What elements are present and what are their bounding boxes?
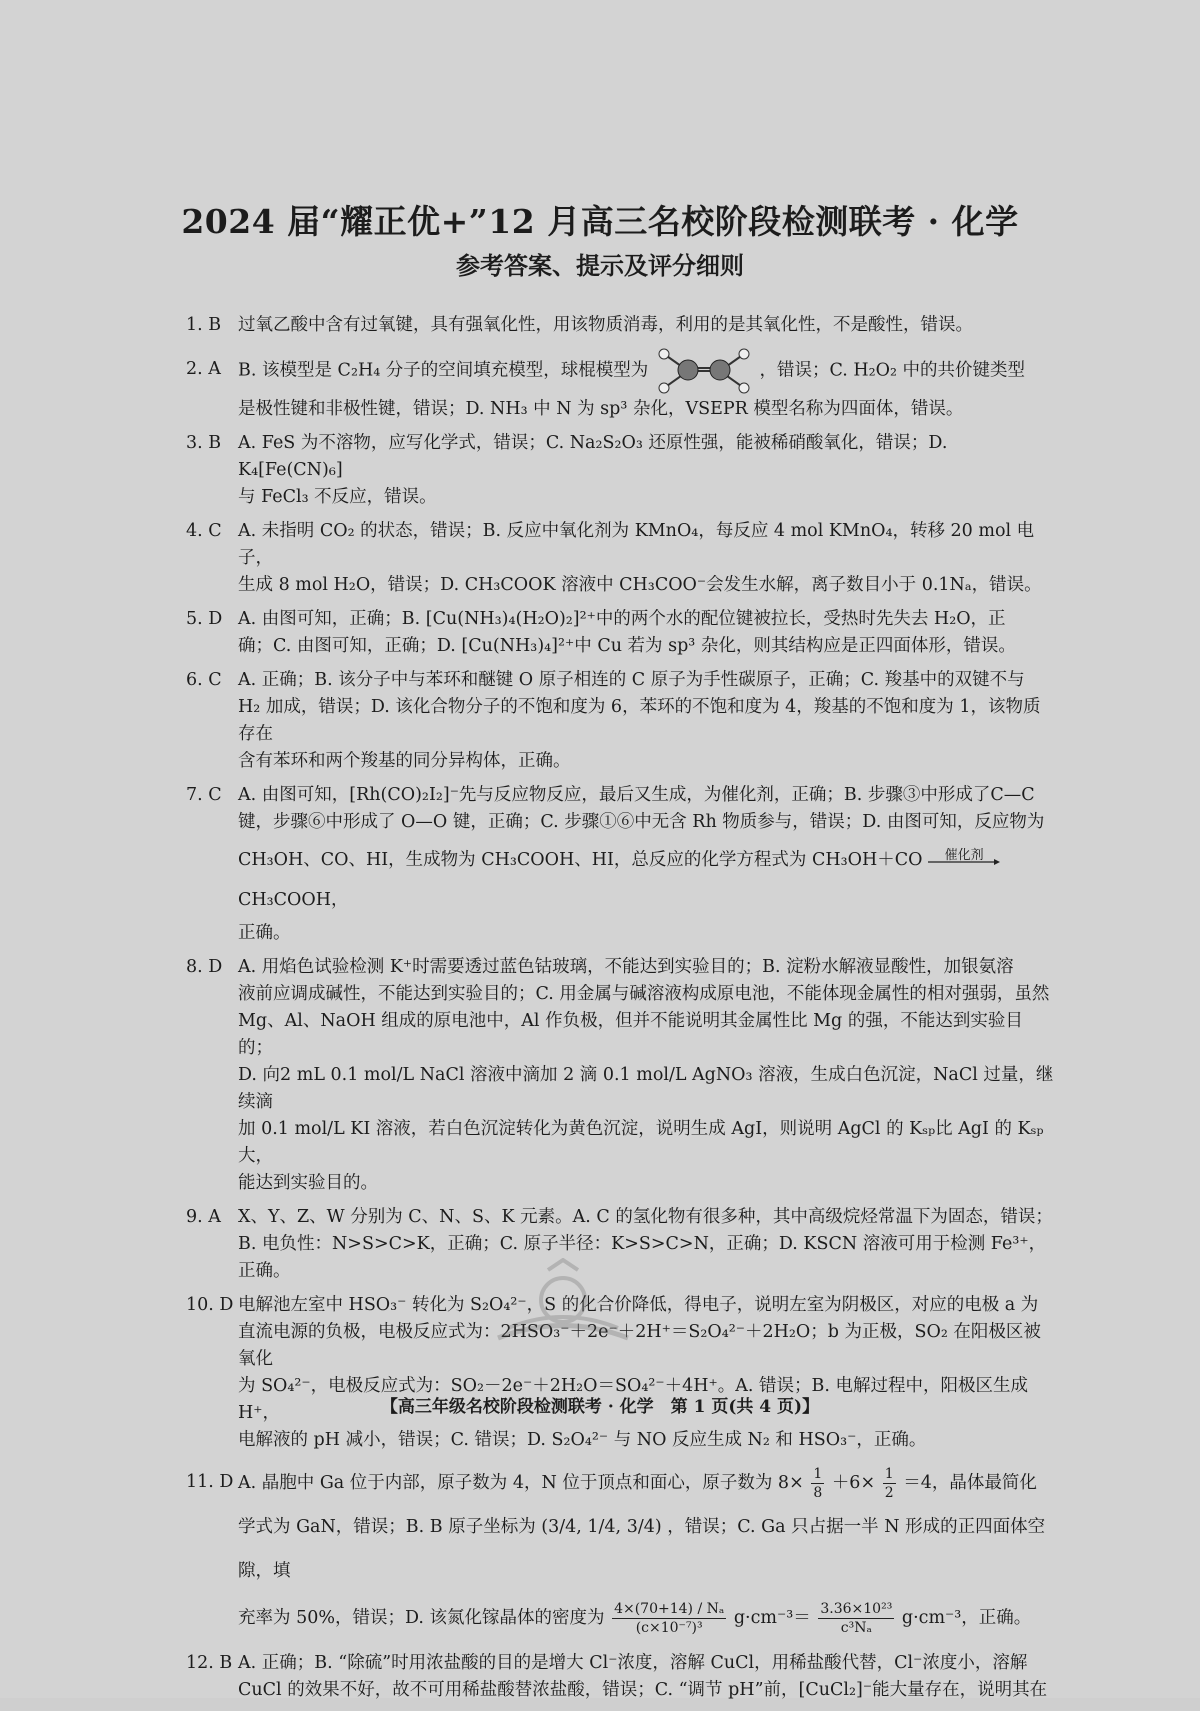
watermark-logo [488, 1258, 638, 1350]
answer-text: 确；C. 由图可知，正确；D. [Cu(NH₃)₄]²⁺中 Cu 若为 sp³ 杂化，则其结构应是正四面体形，错误。 [238, 636, 1016, 656]
answer-text: CuCl 的效果不好，故不可用稀盐酸替浓盐酸，错误；C. “调节 pH”前，[CuCl₂]⁻能大量存在，说明其在 [238, 1680, 1048, 1700]
ball-and-stick-model-image [654, 346, 754, 396]
answer-text: ＋6× [831, 1473, 876, 1493]
answer-text: ＝4，晶体最简化 [903, 1473, 1037, 1493]
answer-number: 8. D [186, 957, 223, 977]
answer-text: B. 该模型是 C₂H₄ 分子的空间填充模型，球棍模型为 [238, 360, 649, 381]
answer-text: A. 正确；B. 该分子中与苯环和醚键 O 原子相连的 C 原子为手性碳原子，正确；C. 羧基中的双键不与 [238, 670, 1025, 690]
answer-text: 生成 8 mol H₂O，错误；D. CH₃COOK 溶液中 CH₃COO⁻会发生水解，离子数目小于 0.1Nₐ，错误。 [238, 575, 1042, 595]
answer-number: 3. B [186, 433, 222, 453]
fraction-one-half: $\frac{1}{2}$ [884, 1466, 894, 1501]
answer-text: 充率为 50%，错误；D. 该氮化镓晶体的密度为 [238, 1608, 605, 1628]
answer-item-7 [186, 782, 1056, 947]
answer-item-4 [186, 518, 1056, 599]
page-footer: 【高三年级名校阶段检测联考 · 化学 第 1 页(共 4 页)】 [380, 1397, 820, 1417]
answer-text: 加 0.1 mol/L KI 溶液，若白色沉淀转化为黄色沉淀，说明生成 AgI，则说明 AgCl 的 Kₛₚ比 AgI 的 Kₛₚ大， [238, 1119, 1044, 1166]
answer-text: 与 FeCl₃ 不反应，错误。 [238, 487, 437, 507]
answer-text: g·cm⁻³＝ [733, 1608, 811, 1628]
answer-number: 6. C [186, 670, 222, 690]
answer-text: X、Y、Z、W 分别为 C、N、S、K 元素。A. C 的氢化物有很多种，其中高级烷烃常温下为固态，错误； [238, 1207, 1053, 1227]
catalyst-label: 催化剂 [944, 847, 984, 863]
answer-text: B. 电负性：N>S>C>K，正确；C. 原子半径：K>S>C>N，正确；D. KSCN 溶液可用于检测 Fe³⁺，正确。 [238, 1234, 1047, 1281]
answer-text: A. 未指明 CO₂ 的状态，错误；B. 反应中氧化剂为 KMnO₄，每反应 4 mol KMnO₄，转移 20 mol 电子， [238, 521, 1035, 568]
answer-text: ，错误；C. H₂O₂ 中的共价键类型 [759, 360, 1026, 381]
answer-number: 11. D [186, 1472, 234, 1492]
answer-text: A. FeS 为不溶物，应写化学式，错误；C. Na₂S₂O₃ 还原性强，能被稀硝酸氧化，错误；D. K₄[Fe(CN)₆] [238, 433, 948, 480]
answer-text: A. 用焰色试验检测 K⁺时需要透过蓝色钴玻璃，不能达到实验目的；B. 淀粉水解液显酸性，加银氨溶 [238, 957, 1014, 977]
answer-text: CH₃OH、CO、HI，生成物为 CH₃COOH、HI，总反应的化学方程式为 CH₃OH＋CO [238, 850, 923, 870]
answer-text: 电解池左室中 HSO₃⁻ 转化为 S₂O₄²⁻，S 的化合价降低，得电子，说明左室为阴极区，对应的电极 a 为 [238, 1295, 1039, 1315]
density-fraction: $\frac{\text{4×(70+14) / Nₐ}}{\text{(c×10⁻⁷)³}}$ [614, 1601, 725, 1636]
answer-text: ，错误；C. Ga 只占据一半 N 形成的正四面体空隙，填 [238, 1517, 1046, 1581]
answer-text: A. 由图可知，[Rh(CO)₂I₂]⁻先与反应物反应，最后又生成，为催化剂，正确；B. 步骤③中形成了C—C [238, 785, 1035, 805]
answer-number: 2. A [186, 359, 221, 379]
atom-coordinate: (3/4, 1/4, 3/4) [541, 1517, 662, 1537]
answer-text: A. 由图可知，正确；B. [Cu(NH₃)₄(H₂O)₂]²⁺中的两个水的配位键被拉长，受热时先失去 H₂O，正 [238, 609, 1006, 629]
answers-body [186, 312, 1056, 1711]
answer-item-6 [186, 667, 1056, 775]
answer-number: 4. C [186, 521, 222, 541]
density-result-fraction: $\frac{\text{3.36×10²³}}{\text{c³Nₐ}}$ [820, 1601, 893, 1636]
answer-item-3 [186, 430, 1056, 511]
answer-item-1 [186, 312, 1056, 339]
answer-text: g·cm⁻³，正确。 [901, 1608, 1032, 1628]
answer-number: 1. B [186, 315, 222, 335]
answer-text: D. 向2 mL 0.1 mol/L NaCl 溶液中滴加 2 滴 0.1 mol/L AgNO₃ 溶液，生成白色沉淀，NaCl 过量，继续滴 [238, 1065, 1054, 1112]
answer-text: 能达到实验目的。 [238, 1173, 378, 1193]
answer-text: 为 SO₄²⁻，电极反应式为：SO₂－2e⁻＋2H₂O＝SO₄²⁻＋4H⁺。A. 错误；B. 电解过程中，阳极区生成 H⁺， [238, 1376, 1028, 1423]
answer-text: 过氧乙酸中含有过氧键，具有强氧化性，用该物质消毒，利用的是其氧化性，不是酸性，错误。 [238, 315, 973, 335]
answer-text: A. 正确；B. “除硫”时用浓盐酸的目的是增大 Cl⁻浓度，溶解 CuCl，用稀盐酸代替，Cl⁻浓度小，溶解 [238, 1653, 1028, 1673]
document-subtitle: 参考答案、提示及评分细则 [456, 251, 744, 280]
fraction-one-eighth: $\frac{1}{8}$ [813, 1466, 823, 1501]
answer-text: 电解液的 pH 减小，错误；C. 错误；D. S₂O₄²⁻ 与 NO 反应生成 N₂ 和 HSO₃⁻，正确。 [238, 1430, 927, 1450]
answer-text: Mg、Al、NaOH 组成的原电池中，Al 作负极，但并不能说明其金属性比 Mg 的强，不能达到实验目的； [238, 1011, 1023, 1058]
answer-text: 液前应调成碱性，不能达到实验目的；C. 用金属与碱溶液构成原电池，不能体现金属性的相对强弱，虽然 [238, 984, 1050, 1004]
answer-number: 12. B [186, 1653, 233, 1673]
answer-text: 键，步骤⑥中形成了 O—O 键，正确；C. 步骤①⑥中无含 Rh 物质参与，错误；D. 由图可知，反应物为 [238, 812, 1045, 832]
answer-item-11 [186, 1461, 1056, 1643]
answer-item-5 [186, 606, 1056, 660]
answer-number: 9. A [186, 1207, 221, 1227]
answer-text: A. 晶胞中 Ga 位于内部，原子数为 4，N 位于顶点和面心，原子数为 8× [238, 1473, 804, 1493]
answer-number: 7. C [186, 785, 222, 805]
answer-text: 含有苯环和两个羧基的同分异构体，正确。 [238, 751, 571, 771]
answer-text: 直流电源的负极，电极反应式为：2HSO₃⁻＋2e⁻＋2H⁺＝S₂O₄²⁻＋2H₂O；b 为正极，SO₂ 在阳极区被氧化 [238, 1322, 1041, 1369]
answer-text: H₂ 加成，错误；D. 该化合物分子的不饱和度为 6，苯环的不饱和度为 4，羧基的不饱和度为 1，该物质存在 [238, 697, 1041, 744]
answer-text: CH₃COOH， [238, 890, 349, 910]
answer-number: 10. D [186, 1295, 234, 1315]
answer-text: 学式为 GaN，错误；B. B 原子坐标为 [238, 1517, 536, 1537]
reaction-arrow [928, 847, 1000, 870]
document-title: 2024 届“耀正优+”12 月高三名校阶段检测联考 · 化学 [181, 202, 1019, 241]
answer-item-12 [186, 1650, 1056, 1704]
answer-text: 正确。 [238, 923, 291, 943]
answer-item-8 [186, 954, 1056, 1197]
answer-item-2 [186, 346, 1056, 423]
answer-number: 5. D [186, 609, 223, 629]
answer-text: 是极性键和非极性键，错误；D. NH₃ 中 N 为 sp³ 杂化，VSEPR 模型名称为四面体，错误。 [238, 399, 964, 419]
